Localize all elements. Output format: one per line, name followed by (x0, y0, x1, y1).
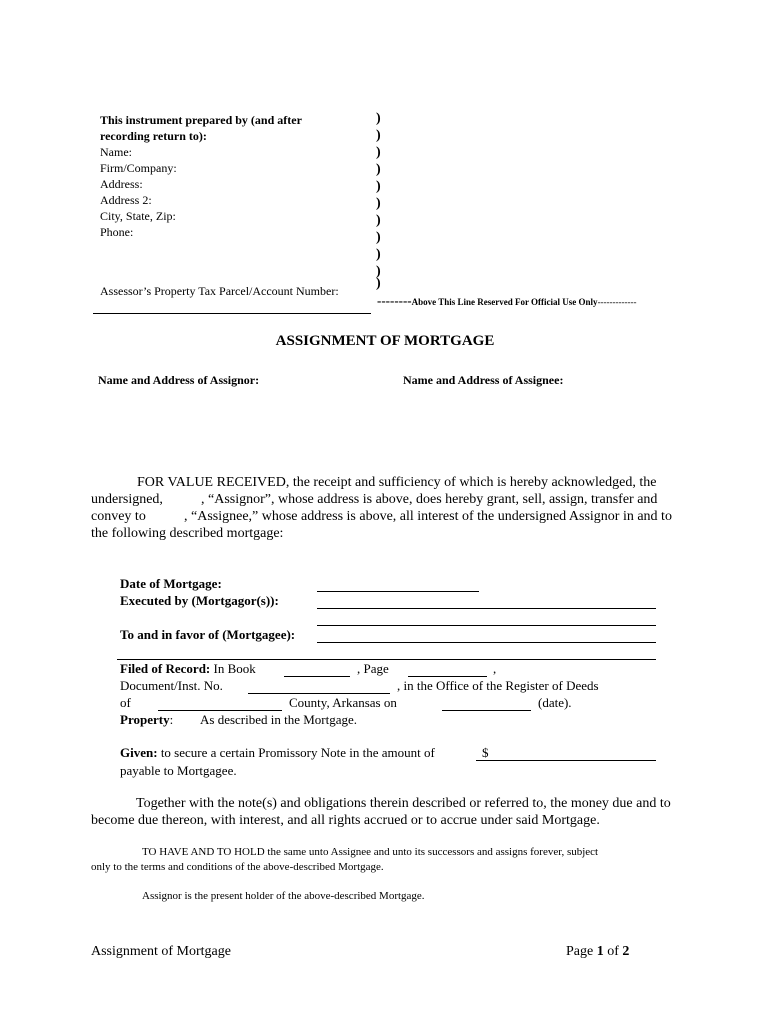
in-favor-blank[interactable] (317, 642, 656, 643)
payable-text: payable to Mortgagee. (120, 763, 237, 778)
bracket-paren: ) (376, 213, 381, 228)
bracket-paren: ) (376, 145, 381, 160)
parcel-underline (93, 313, 371, 314)
page-blank[interactable] (408, 676, 487, 677)
prepared-by-line2: recording return to): (100, 129, 207, 143)
field-address: Address: (100, 177, 143, 191)
doc-inst-blank[interactable] (248, 693, 390, 694)
bracket-paren: ) (376, 230, 381, 245)
in-book-label: In Book (213, 661, 256, 676)
field-city-state-zip: City, State, Zip: (100, 209, 176, 223)
para2-line2: become due thereon, with interest, and all rights accrued or to accrue under said Mortgage. (91, 813, 600, 828)
office-text: , in the Office of the Register of Deeds (397, 678, 599, 693)
county-text: County, Arkansas on (289, 695, 397, 710)
bracket-paren: ) (376, 264, 381, 279)
footer-page-total: 2 (622, 944, 630, 959)
para3-line1: TO HAVE AND TO HOLD the same unto Assignee and unto its successors and assigns forever, subject (142, 846, 599, 858)
para1-line2: , “Assignor”, whose address is above, does hereby grant, sell, assign, transfer and (201, 492, 658, 507)
dollar-sign: $ (482, 745, 489, 760)
bracket-paren: ) (376, 111, 381, 126)
property-line (120, 712, 173, 728)
page-label: , Page (357, 661, 389, 676)
date-recorded-blank[interactable] (442, 710, 531, 711)
date-of-mortgage-blank[interactable] (317, 591, 479, 592)
para1-undersigned: undersigned, (91, 492, 163, 507)
prepared-by-line1: This instrument prepared by (and after (100, 113, 302, 127)
page-comma: , (493, 661, 497, 676)
para4: Assignor is the present holder of the above-described Mortgage. (142, 890, 425, 902)
in-favor-label: To and in favor of (Mortgagee): (120, 627, 296, 642)
footer-title: Assignment of Mortgage (91, 944, 231, 959)
property-label: Property (120, 712, 170, 727)
executed-by-blank-2[interactable] (317, 625, 656, 626)
doc-inst-label: Document/Inst. No. (120, 678, 223, 693)
filed-of-record-line (120, 661, 256, 677)
reserved-dashes-left: -------- (377, 293, 412, 308)
document-title: ASSIGNMENT OF MORTGAGE (275, 333, 495, 349)
bracket-paren: ) (376, 247, 381, 262)
field-name: Name: (100, 145, 132, 159)
bracket-paren: ) (376, 196, 381, 211)
county-blank[interactable] (158, 710, 282, 711)
bracket-paren: ) (376, 276, 381, 291)
para2-line1: Together with the note(s) and obligations therein described or referred to, the money due and to (136, 796, 671, 811)
para1-line4: the following described mortgage: (91, 526, 284, 541)
reserved-text: Above This Line Reserved For Official Use Only (411, 297, 598, 307)
para3-line2: only to the terms and conditions of the above-described Mortgage. (91, 861, 384, 873)
reserved-dashes-right: ------------- (597, 297, 637, 307)
property-text: As described in the Mortgage. (200, 712, 358, 727)
given-label: Given: (120, 745, 158, 760)
reserved-line (377, 292, 637, 310)
given-text: to secure a certain Promissory Note in the amount of (160, 745, 435, 760)
bracket-paren: ) (376, 162, 381, 177)
para1-convey: convey to (91, 509, 146, 524)
field-firm: Firm/Company: (100, 161, 177, 175)
date-text: (date). (538, 695, 572, 710)
amount-blank[interactable] (476, 760, 656, 761)
book-blank[interactable] (284, 676, 350, 677)
bracket-paren: ) (376, 128, 381, 143)
date-of-mortgage-label: Date of Mortgage: (120, 576, 222, 591)
property-colon: : (169, 712, 174, 727)
in-favor-blank-2[interactable] (117, 659, 656, 660)
of-label: of (120, 695, 131, 710)
footer-page-number (566, 944, 629, 960)
parcel-label: Assessor’s Property Tax Parcel/Account Number: (100, 284, 339, 298)
para1-line1: FOR VALUE RECEIVED, the receipt and sufficiency of which is hereby acknowledged, the (137, 475, 657, 490)
footer-page-word: Page (566, 944, 594, 959)
footer-of-word: of (607, 944, 619, 959)
executed-by-label: Executed by (Mortgagor(s)): (120, 593, 279, 608)
assignor-label: Name and Address of Assignor: (98, 373, 260, 387)
footer-page-num: 1 (596, 944, 604, 959)
assignee-label: Name and Address of Assignee: (403, 373, 564, 387)
para1-line3: , “Assignee,” whose address is above, all interest of the undersigned Assignor in and to (184, 509, 672, 524)
field-address2: Address 2: (100, 193, 152, 207)
field-phone: Phone: (100, 225, 134, 239)
given-line (120, 745, 435, 761)
bracket-paren: ) (376, 179, 381, 194)
filed-of-record-label: Filed of Record: (120, 661, 211, 676)
executed-by-blank[interactable] (317, 608, 656, 609)
